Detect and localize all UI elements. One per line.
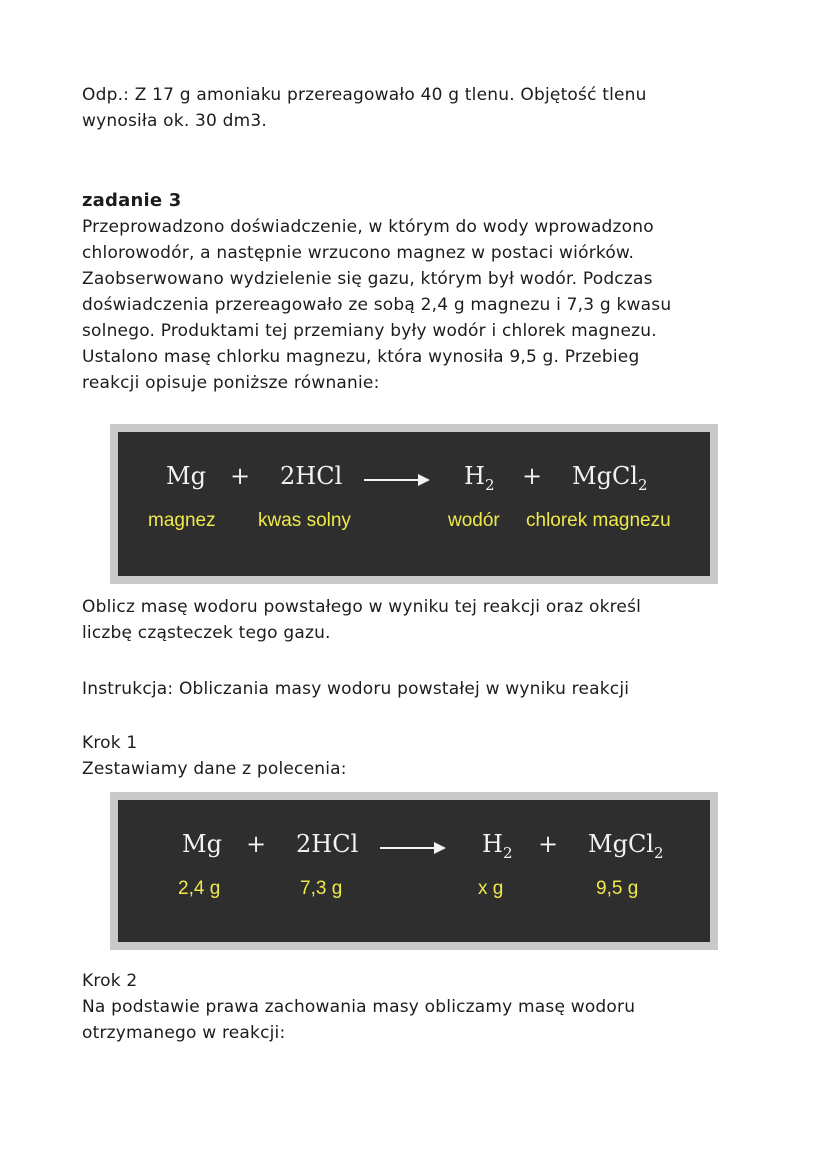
formula-hcl: 2HCl xyxy=(296,830,359,858)
question-line: Oblicz masę wodoru powstałego w wyniku tej reakcji oraz określ xyxy=(82,597,642,617)
task-line: chlorowodór, a następnie wrzucono magnez w postaci wiórków. xyxy=(82,243,635,263)
formula-mgcl2: MgCl$_2$ xyxy=(572,462,648,494)
task-heading: zadanie 3 xyxy=(82,190,182,211)
task-line: Ustalono masę chlorku magnezu, która wynosiła 9,5 g. Przebieg xyxy=(82,347,640,367)
equation-board-2 xyxy=(110,792,718,950)
answer-line: wynosiła ok. 30 dm3. xyxy=(82,111,268,131)
formula-mgcl2: MgCl$_2$ xyxy=(588,830,664,862)
value-hcl: 7,3 g xyxy=(300,878,343,899)
answer-line: Odp.: Z 17 g amoniaku przereagowało 40 g tlenu. Objętość tlenu xyxy=(82,85,647,105)
task-line: Przeprowadzono doświadczenie, w którym do wody wprowadzono xyxy=(82,217,654,237)
instruction-text: Instrukcja: Obliczania masy wodoru powstałej w wyniku reakcji xyxy=(82,679,630,699)
plus-sign: + xyxy=(230,462,251,490)
step-1-title: Krok 1 xyxy=(82,733,138,753)
task-line: reakcji opisuje poniższe równanie: xyxy=(82,373,380,393)
label-magnez: magnez xyxy=(148,510,216,531)
plus-sign: + xyxy=(522,462,543,490)
formula-mg: Mg xyxy=(166,462,206,490)
value-mg: 2,4 g xyxy=(178,878,221,899)
task-line: doświadczenia przereagowało ze sobą 2,4 g magnezu i 7,3 g kwasu xyxy=(82,295,672,315)
label-chlorek-magnezu: chlorek magnezu xyxy=(526,510,671,531)
task-line: solnego. Produktami tej przemiany były wodór i chlorek magnezu. xyxy=(82,321,657,341)
task-line: Zaobserwowano wydzielenie się gazu, którym był wodór. Podczas xyxy=(82,269,653,289)
step-2-title: Krok 2 xyxy=(82,971,138,991)
reaction-arrow-icon xyxy=(364,479,428,481)
formula-hcl: 2HCl xyxy=(280,462,343,490)
step-2-line: otrzymanego w reakcji: xyxy=(82,1023,286,1043)
formula-h2: $H_2$ xyxy=(464,462,495,494)
step-1-text: Zestawiamy dane z polecenia: xyxy=(82,759,347,779)
question-line: liczbę cząsteczek tego gazu. xyxy=(82,623,331,643)
formula-mg: Mg xyxy=(182,830,222,858)
label-wodor: wodór xyxy=(448,510,500,531)
formula-h2: $H_2$ xyxy=(482,830,513,862)
label-kwas-solny: kwas solny xyxy=(258,510,351,531)
reaction-arrow-icon xyxy=(380,847,444,849)
value-mgcl2: 9,5 g xyxy=(596,878,639,899)
step-2-line: Na podstawie prawa zachowania masy obliczamy masę wodoru xyxy=(82,997,636,1017)
plus-sign: + xyxy=(246,830,267,858)
step-2 xyxy=(82,968,635,1046)
value-h2: x g xyxy=(478,878,504,899)
plus-sign: + xyxy=(538,830,559,858)
question-text xyxy=(82,594,641,646)
step-1 xyxy=(82,730,347,782)
answer-text xyxy=(82,82,647,134)
task-section xyxy=(82,188,671,396)
equation-board-1 xyxy=(110,424,718,584)
